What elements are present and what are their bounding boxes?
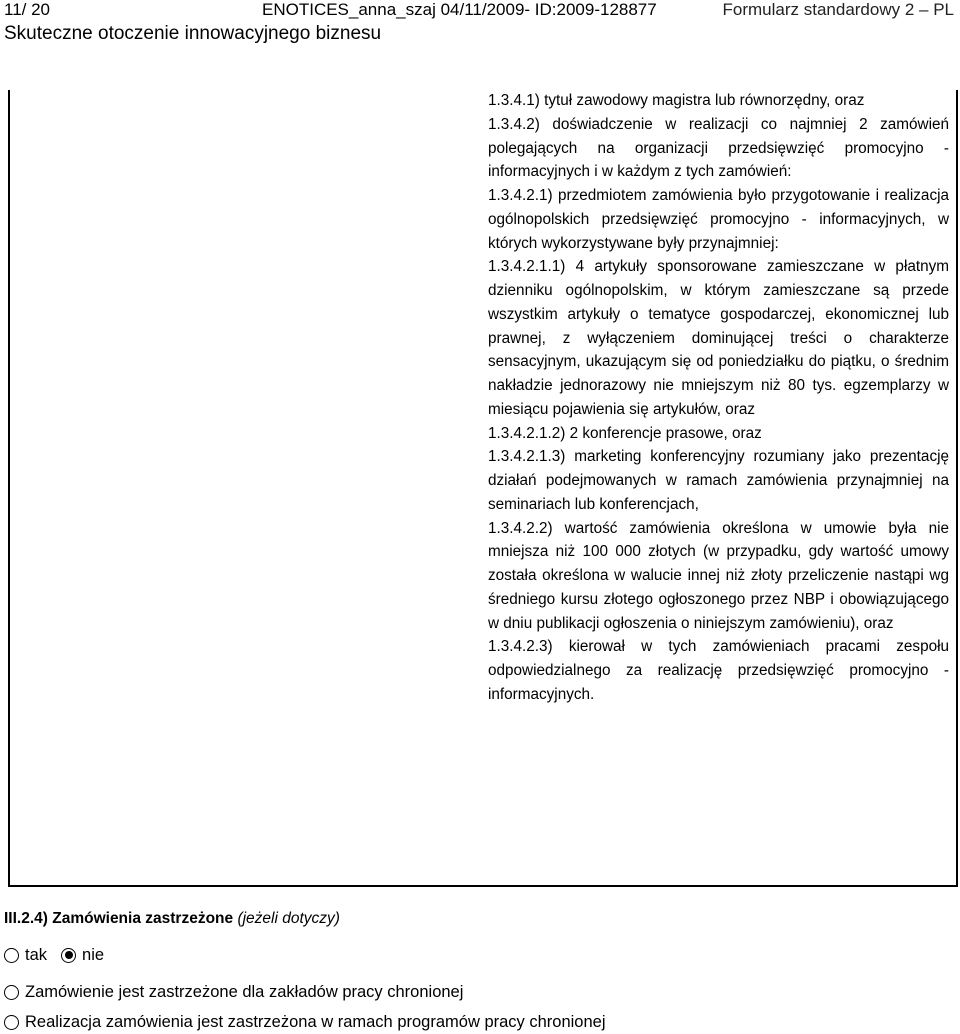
radio-nie-label: nie	[82, 946, 105, 964]
radio-choice-1[interactable]	[4, 985, 19, 1000]
choice-sheltered-programmes	[4, 1010, 606, 1034]
choice-sheltered-workshops	[4, 980, 463, 1004]
paragraph: 1.3.4.2.2) wartość zamówienia określona w umowie była nie mniejsza niż 100 000 złotych (w przypadku, gdy wartość umowy została określona w walucie innej niż złoty przeliczenie nastąpi wg średniego kursu złotego ogłoszonego przez NBP i obowiązującego w dniu publikacji ogłoszenia o niniejszym zamówieniu), oraz	[488, 519, 949, 632]
radio-choice-2[interactable]	[4, 1015, 19, 1030]
radio-tak-label: tak	[25, 946, 48, 964]
requirements-column	[488, 89, 949, 707]
paragraph: 1.3.4.2.1.1) 4 artykuły sponsorowane zamieszczane w płatnym dzienniku ogólnopolskim, w którym zamieszczane są przede wszystkim artykuły o tematyce gospodarczej, ekonomicznej lub prawnej, z wyłączeniem dominującej treści o charakterze sensacyjnym, ukazującym się od poniedziałku do piątku, o średnim nakładzie jednorazowy nie mniejszym niż 80 tys. egzemplarzy w miesiącu pojawienia się artykułów, oraz	[488, 258, 949, 418]
notice-reference: ENOTICES_anna_szaj 04/11/2009- ID:2009-128877	[262, 0, 657, 19]
paragraph: 1.3.4.2.3) kierował w tych zamówieniach pracami zespołu odpowiedzialnego za realizację przedsięwzięć promocyjno - informacyjnych.	[488, 638, 949, 703]
choice-2-label: Realizacja zamówienia jest zastrzeżona w ramach programów pracy chronionej	[25, 1013, 606, 1031]
page-number: 11/ 20	[4, 0, 51, 19]
header-row	[4, 0, 954, 20]
form-type: Formularz standardowy 2 – PL	[722, 0, 954, 19]
choice-1-label: Zamówienie jest zastrzeżone dla zakładów pracy chronionej	[25, 983, 464, 1001]
page-header	[0, 0, 960, 44]
paragraph: 1.3.4.1) tytuł zawodowy magistra lub równorzędny, oraz	[488, 92, 865, 109]
section-title: III.2.4) Zamówienia zastrzeżone	[4, 910, 234, 927]
document-title: Skuteczne otoczenie innowacyjnego biznesu	[4, 23, 382, 44]
section-heading	[4, 907, 340, 931]
section-note: (jeżeli dotyczy)	[237, 910, 340, 927]
radio-tak[interactable]	[4, 948, 19, 963]
yes-no-group	[4, 943, 104, 967]
paragraph: 1.3.4.2.1.2) 2 konferencje prasowe, oraz	[488, 424, 762, 442]
paragraph: 1.3.4.2) doświadczenie w realizacji co najmniej 2 zamówień polegających na organizacji przedsięwzięć promocyjno - informacyjnych i w każdym z tych zamówień:	[488, 115, 949, 181]
radio-nie[interactable]	[61, 948, 76, 963]
paragraph: 1.3.4.2.1.3) marketing konferencyjny rozumiany jako prezentację działań podejmowanych w ramach zamówienia przynajmniej na seminariach lub konferencjach,	[488, 448, 949, 513]
paragraph: 1.3.4.2.1) przedmiotem zamówienia było przygotowanie i realizacja ogólnopolskich przedsięwzięć promocyjno - informacyjnych, w których wykorzystywane były przynajmniej:	[488, 187, 949, 252]
